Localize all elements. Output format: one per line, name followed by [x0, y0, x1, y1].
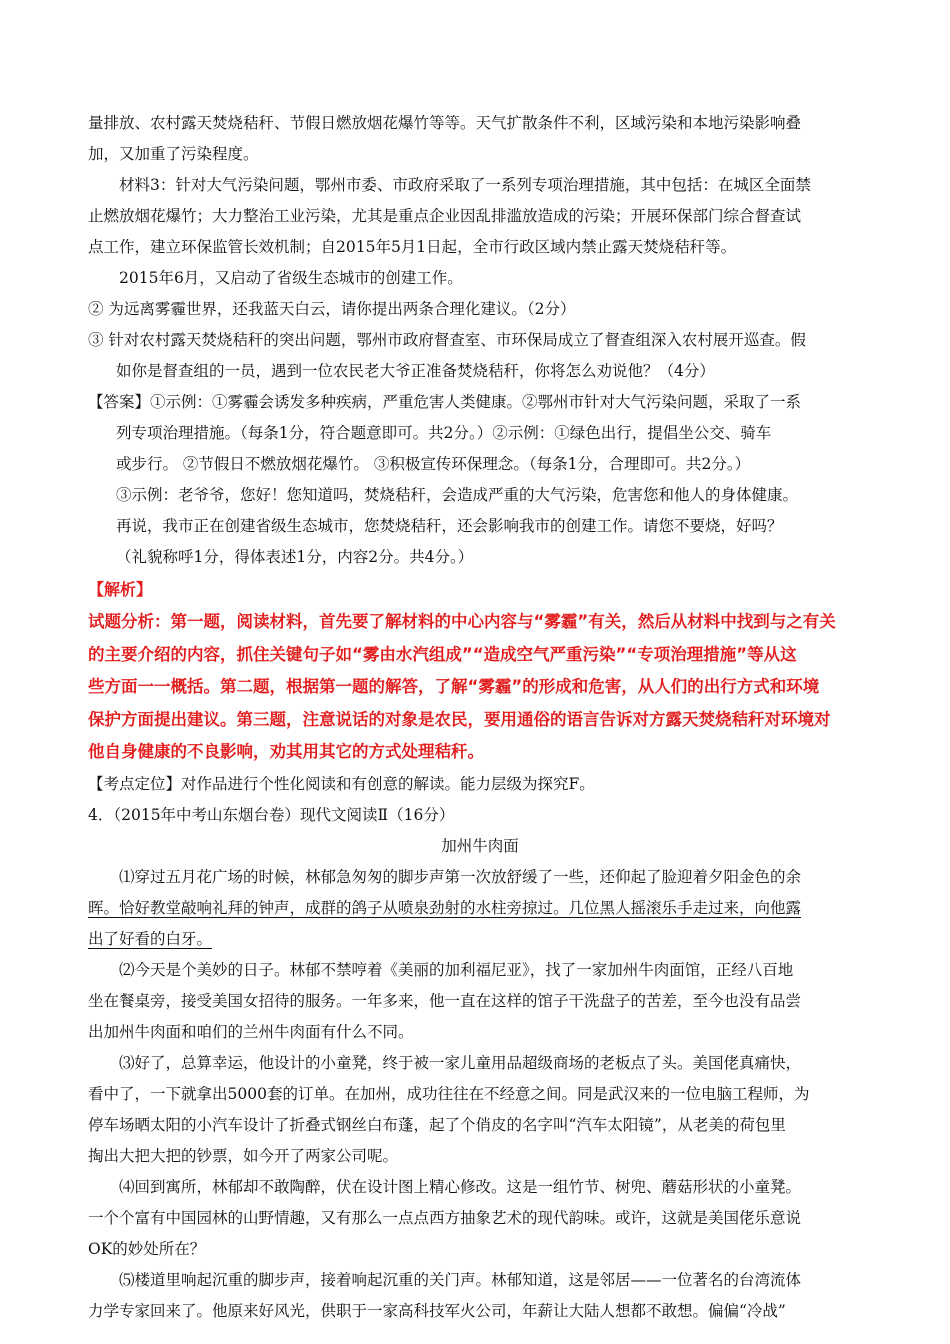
text-line: ⑸楼道里响起沉重的脚步声，接着响起沉重的关门声。林郁知道，这是邻居——一位著名的台湾流体: [119, 1270, 802, 1289]
text-line: 如你是督查组的一员，遇到一位农民老大爷正准备焚烧秸秆，你将怎么劝说他？（4分）: [116, 362, 715, 380]
text-line: 力学专家回来了。他原来好风光，供职于一家高科技军火公司，年薪让大陆人想都不敢想。偏偏“冷战”: [88, 1301, 786, 1320]
text-line: 2015年6月，又启动了省级生态城市的创建工作。: [119, 269, 463, 287]
paragraph-4: [88, 1172, 872, 1265]
question-3: [88, 325, 872, 387]
analysis-line: 保护方面提出建议。第三题，注意说话的对象是农民，要用通俗的语言告诉对方露天焚烧秸秆对环境对: [88, 709, 831, 729]
material-3: [88, 170, 872, 294]
text-line: 【答案】①示例：①雾霾会诱发多种疾病，严重危害人类健康。②鄂州市针对大气污染问题，采取了一系: [88, 393, 802, 411]
text-line: 掏出大把大把的钞票，如今开了两家公司呢。: [88, 1146, 399, 1165]
document-page: [88, 108, 872, 1327]
text-line: 出加州牛肉面和咱们的兰州牛肉面有什么不同。: [88, 1022, 414, 1041]
underlined-line: 晖。恰好教堂敲响礼拜的钟声，成群的鸽子从喷泉劲射的水柱旁掠过。几位黑人摇滚乐手走过来，向他露: [88, 898, 802, 917]
text-line: 坐在餐桌旁，接受美国女招待的服务。一年多来，他一直在这样的馆子干洗盘子的苦差，至今也没有品尝: [88, 991, 802, 1010]
analysis-heading: 【解析】: [88, 580, 153, 599]
text-line: ③ 针对农村露天焚烧秸秆的突出问题，鄂州市政府督查室、市环保局成立了督查组深入农村展开巡查。假: [88, 331, 806, 349]
question-2: [88, 294, 872, 325]
analysis-block: [88, 606, 872, 769]
question-4-header: 4．（2015年中考山东烟台卷）现代文阅读Ⅱ（16分）: [88, 805, 455, 824]
text-line: 一个个富有中国园林的山野情趣，又有那么一点点西方抽象艺术的现代韵味。或许，这就是美国佬乐意说: [88, 1208, 802, 1227]
text-line: （礼貌称呼1分，得体表述1分，内容2分。共4分。）: [116, 548, 474, 566]
paragraph-1: [88, 862, 872, 955]
text-line: ② 为远离雾霾世界，还我蓝天白云，请你提出两条合理化建议。（2分）: [88, 300, 576, 318]
underlined-line: 出了好看的白牙。: [88, 929, 213, 948]
text-line: 停车场晒太阳的小汽车设计了折叠式钢丝白布蓬，起了个俏皮的名字叫“汽车太阳镜”，从老美的荷包里: [88, 1115, 786, 1134]
text-line: 量排放、农村露天焚烧秸秆、节假日燃放烟花爆竹等等。天气扩散条件不利，区域污染和本地污染影响叠: [88, 114, 802, 132]
text-line: ⑶好了，总算幸运，他设计的小童凳，终于被一家儿童用品超级商场的老板点了头。美国佬真痛快，: [119, 1053, 802, 1072]
text-line: 列专项治理措施。（每条1分，符合题意即可。共2分。）②示例：①绿色出行，提倡坐公交、骑车: [116, 424, 772, 442]
paragraph-2: [88, 955, 872, 1048]
text-line: ⑵今天是个美妙的日子。林郁不禁哼着《美丽的加利福尼亚》，找了一家加州牛肉面馆，正经八百地: [119, 960, 794, 979]
paragraph-3: [88, 1048, 872, 1172]
text-line: 点工作，建立环保监管长效机制；自2015年5月1日起，全市行政区域内禁止露天焚烧秸秆等。: [88, 238, 737, 256]
text-line: 材料3：针对大气污染问题，鄂州市委、市政府采取了一系列专项治理措施，其中包括：在城区全面禁: [119, 176, 811, 194]
analysis-line: 的主要介绍的内容，抓住关键句子如“雾由水汽组成”“造成空气严重污染”“专项治理措施”等从这: [88, 644, 797, 664]
text-line: 看中了，一下就拿出5000套的订单。在加州，成功往往在不经意之间。同是武汉来的一位电脑工程师，为: [88, 1084, 810, 1103]
story-title: 加州牛肉面: [441, 836, 519, 855]
text-line: 再说，我市正在创建省级生态城市，您焚烧秸秆，还会影响我市的创建工作。请您不要烧，好吗？: [116, 517, 783, 535]
text-line: ⑷回到寓所，林郁却不敢陶醉，伏在设计图上精心修改。这是一组竹节、树兜、蘑菇形状的小童凳。: [119, 1177, 802, 1196]
analysis-line: 些方面一一概括。第二题，根据第一题的解答，了解“雾霾”的形成和危害，从人们的出行方式和环境: [88, 677, 820, 696]
text-line: 加，又加重了污染程度。: [88, 145, 259, 163]
analysis-line: 他自身健康的不良影响，劝其用其它的方式处理秸秆。: [88, 742, 484, 761]
text-line: ⑴穿过五月花广场的时候，林郁急匆匆的脚步声第一次放舒缓了一些，还仰起了脸迎着夕阳金色的余: [119, 867, 802, 886]
text-line: ③示例：老爷爷，您好！您知道吗，焚烧秸秆，会造成严重的大气污染，危害您和他人的身体健康。: [116, 486, 799, 504]
text-line: OK的妙处所在？: [88, 1239, 206, 1258]
analysis-line: 试题分析：第一题，阅读材料，首先要了解材料的中心内容与“雾霾”有关，然后从材料中找到与之有关: [88, 612, 836, 631]
text-line: 或步行。 ②节假日不燃放烟花爆竹。 ③积极宣传环保理念。（每条1分，合理即可。共2分。）: [116, 455, 751, 473]
text-line: 止燃放烟花爆竹；大力整治工业污染，尤其是重点企业因乱排滥放造成的污染；开展环保部门综合督查试: [88, 207, 802, 225]
paragraph-5: [88, 1265, 872, 1327]
kaodian-line: 【考点定位】对作品进行个性化阅读和有创意的解读。能力层级为探究F。: [88, 774, 595, 793]
answer-block: [88, 387, 872, 573]
material-2-tail: [88, 108, 872, 170]
